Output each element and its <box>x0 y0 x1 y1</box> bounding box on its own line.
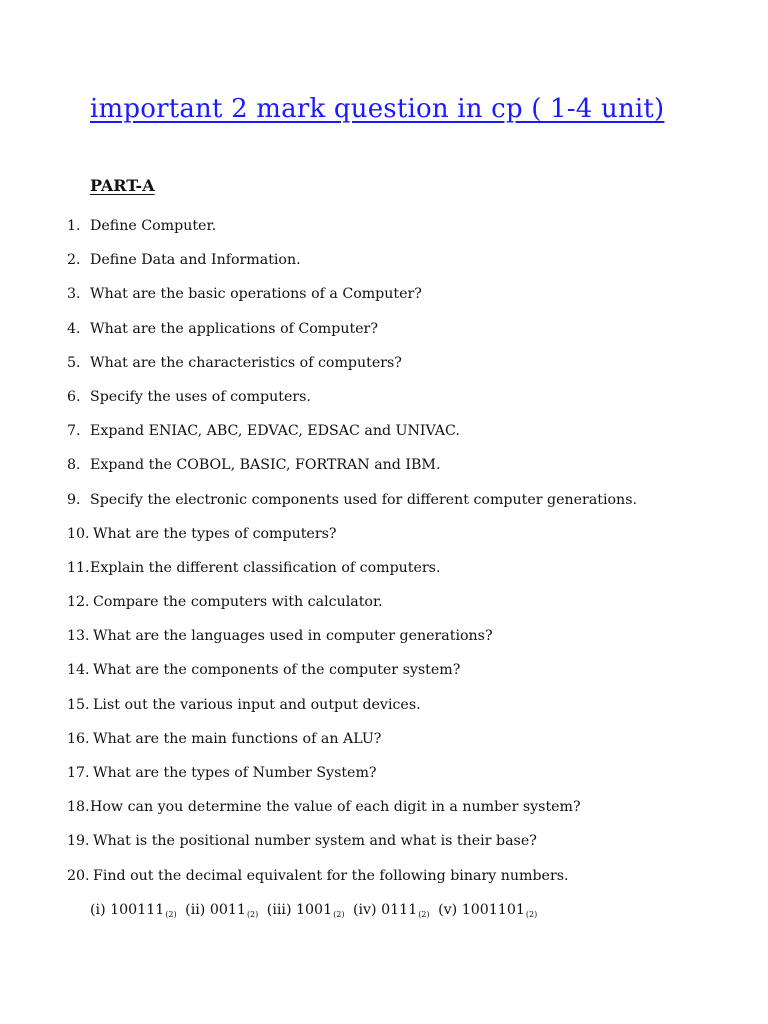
binary-label: (iii) <box>266 902 292 918</box>
question-text: What are the types of computers? <box>93 525 337 542</box>
question-number: 8. <box>67 457 81 474</box>
question-text: What are the characteristics of computers? <box>90 354 402 371</box>
question-text: Define Computer. <box>90 218 217 234</box>
question-text: Expand the COBOL, BASIC, FORTRAN and IBM. <box>90 457 441 474</box>
binary-base: (2) <box>418 910 430 919</box>
question-text: What are the types of Number System? <box>93 765 377 781</box>
question-text: Compare the computers with calculator. <box>93 594 383 611</box>
binary-value: 0111 <box>381 902 418 918</box>
binary-base: (2) <box>165 910 177 919</box>
question-text: What is the positional number system and what is their base? <box>93 833 537 850</box>
question-text: What are the basic operations of a Computer? <box>90 286 422 303</box>
question-number: 11. <box>67 559 90 576</box>
binary-label: (v) <box>438 902 458 918</box>
binary-number-item <box>438 902 537 918</box>
binary-base: (2) <box>246 910 259 919</box>
page-title: important 2 mark question in cp ( 1-4 unit) <box>90 94 665 124</box>
binary-label: (iv) <box>352 902 377 918</box>
binary-value: 100111 <box>110 902 165 918</box>
question-text: List out the various input and output devices. <box>93 696 421 713</box>
binary-value: 1001 <box>296 902 333 918</box>
question-number: 15. <box>67 696 90 713</box>
question-number: 5. <box>67 354 81 371</box>
question-number: 3. <box>67 286 81 303</box>
question-text: What are the applications of Computer? <box>90 320 378 337</box>
question-text: What are the languages used in computer generations? <box>93 628 493 645</box>
binary-label: (ii) <box>185 902 206 918</box>
question-number: 18. <box>67 799 90 816</box>
question-text: Explain the different classification of computers. <box>90 559 441 576</box>
question-number: 1. <box>67 218 81 234</box>
binary-base: (2) <box>525 910 538 919</box>
question-text: Define Data and Information. <box>90 252 301 269</box>
question-number: 4. <box>67 320 81 337</box>
question-number: 7. <box>67 423 81 440</box>
question-number: 16. <box>67 730 90 747</box>
question-number: 19. <box>67 833 90 850</box>
question-number: 14. <box>67 662 90 679</box>
binary-label: (i) <box>90 902 106 918</box>
binary-base: (2) <box>333 910 345 919</box>
section-heading: PART-A <box>90 176 155 195</box>
question-text: Specify the electronic components used for different computer generations. <box>90 491 637 508</box>
question-text: How can you determine the value of each digit in a number system? <box>90 799 581 816</box>
question-text: Find out the decimal equivalent for the following binary numbers. <box>93 867 569 884</box>
binary-number-item <box>353 902 430 918</box>
question-text: What are the main functions of an ALU? <box>93 730 382 747</box>
question-number: 13. <box>67 628 90 645</box>
question-text: Expand ENIAC, ABC, EDVAC, EDSAC and UNIVAC. <box>90 423 460 440</box>
question-number: 10. <box>67 525 90 542</box>
binary-number-item <box>90 902 177 918</box>
question-number: 6. <box>67 388 81 405</box>
binary-numbers-line <box>90 900 541 925</box>
question-text: What are the components of the computer system? <box>93 662 461 679</box>
question-number: 17. <box>67 765 90 781</box>
question-number: 20. <box>67 867 90 884</box>
binary-value: 0011 <box>209 902 246 918</box>
binary-value: 1001101 <box>461 902 525 918</box>
question-number: 9. <box>67 491 81 508</box>
question-number: 2. <box>67 252 81 269</box>
binary-number-item <box>185 902 258 918</box>
question-text: Specify the uses of computers. <box>90 388 311 405</box>
binary-number-item <box>267 902 345 918</box>
question-number: 12. <box>67 594 90 611</box>
